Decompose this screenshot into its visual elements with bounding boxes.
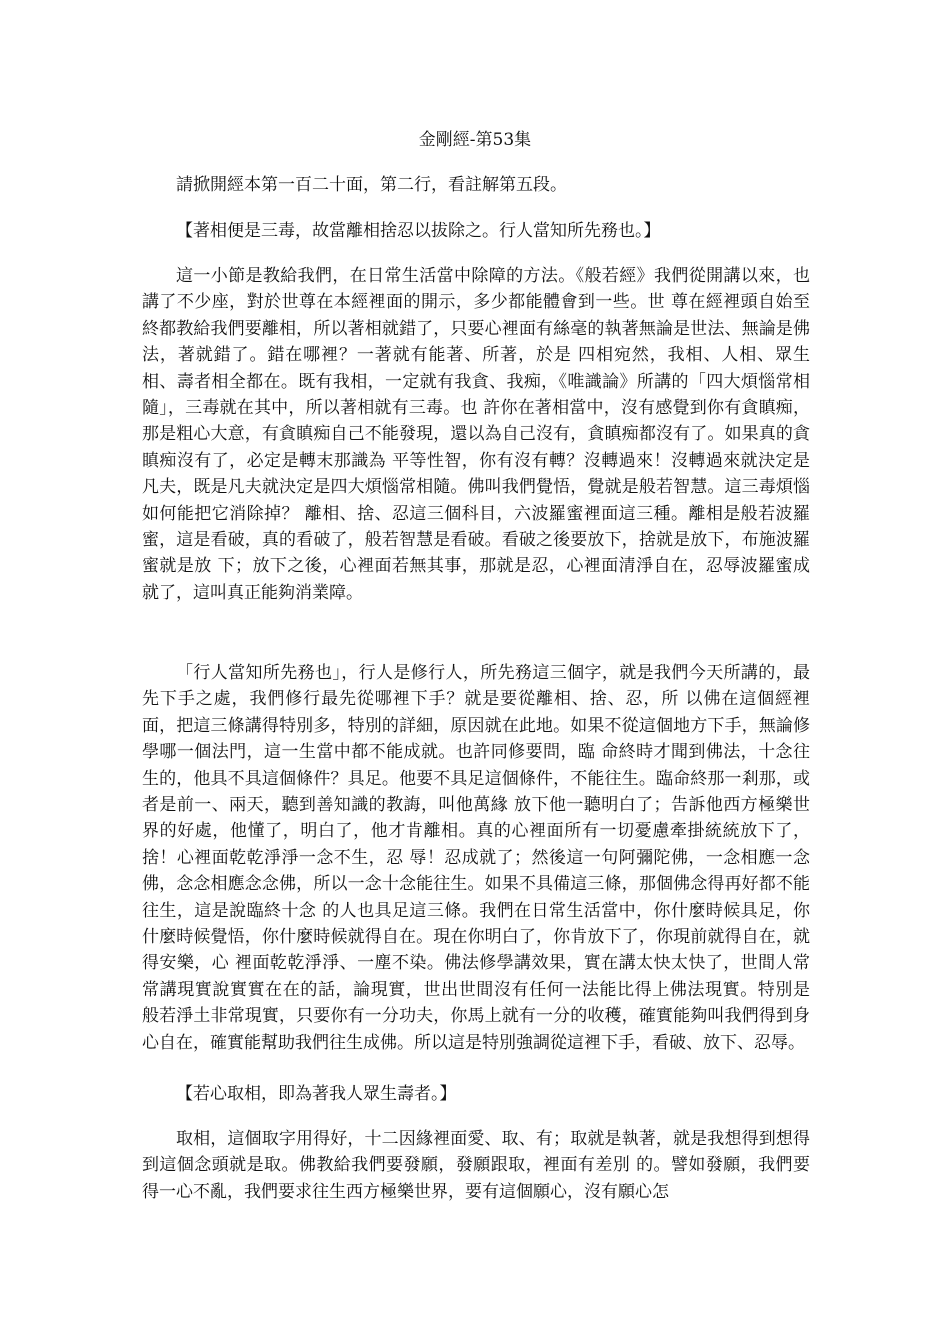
page-title: 金剛經-第53集 [418, 130, 532, 150]
paragraph-instruction: 請掀開經本第一百二十面，第二行，看註解第五段。 [176, 175, 567, 195]
quoted-passage-2: 【若心取相，即為著我人眾生壽者。】 [176, 1084, 457, 1104]
quoted-passage-1: 【著相便是三毒，故當離相捨忍以拔除之。行人當知所先務也。】 [176, 221, 661, 241]
paragraph-commentary-3: 取相，這個取字用得好，十二因緣裡面愛、取、有；取就是執著，就是我想得到想得到這個念頭就是取。佛教給我們要發願，發願跟取，裡面有差別 的。譬如發願，我們要得一心不亂，我們要求往生西方極樂世界，要有這個願心，沒有願心怎 [142, 1129, 810, 1202]
paragraph-commentary-1: 這一小節是教給我們，在日常生活當中除障的方法。《般若經》我們從開講以來，也講了不少座，對於世尊在本經裡面的開示，多少都能體會到一些。世 尊在經裡頭自始至終都教給我們要離相，所以著相就錯了，只要心裡面有絲毫的執著無論是世法、無論是佛法，著就錯了。錯在哪裡？一著就有能著、所著，於是 四相宛然，我相、人相、眾生相、壽者相全都在。既有我相，一定就有我貪、我痴，《唯識論》所講的「四大煩惱常相隨」，三毒就在其中，所以著相就有三毒。也 許你在著相當中，沒有感覺到你有貪瞋痴，那是粗心大意，有貪瞋痴自己不能發現，還以為自己沒有，貪瞋痴都沒有了。如果真的貪瞋痴沒有了，必定是轉末那識為 平等性智，你有沒有轉？沒轉過來！沒轉過來就決定是凡夫，既是凡夫就決定是四大煩惱常相隨。佛叫我們覺悟，覺就是般若智慧。這三毒煩惱如何能把它消除掉？ 離相、捨、忍這三個科目，六波羅蜜裡面這三種。離相是般若波羅蜜，這是看破，真的看破了，般若智慧是看破。看破之後要放下，捨就是放下，布施波羅蜜就是放 下；放下之後，心裡面若無其事，那就是忍，心裡面清淨自在，忍辱波羅蜜成就了，這叫真正能夠消業障。 [142, 266, 810, 603]
paragraph-commentary-2: 「行人當知所先務也」，行人是修行人，所先務這三個字，就是我們今天所講的，最先下手之處，我們修行最先從哪裡下手？就是要從離相、捨、忍，所 以佛在這個經裡面，把這三條講得特別多，特別的詳細，原因就在此地。如果不從這個地方下手，無論修學哪一個法門，這一生當中都不能成就。也許同修要問，臨 命終時才聞到佛法，十念往生的，他具不具這個條件？具足。他要不具足這個條件，不能往生。臨命終那一剎那，或者是前一、兩天，聽到善知識的教誨，叫他萬緣 放下他一聽明白了；告訴他西方極樂世界的好處，他懂了，明白了，他才肯離相。真的心裡面所有一切憂慮牽掛統統放下了，捨！心裡面乾乾淨淨一念不生，忍 辱！忍成就了；然後這一句阿彌陀佛，一念相應一念佛，念念相應念念佛，所以一念十念能往生。如果不具備這三條，那個佛念得再好都不能往生，這是說臨終十念 的人也具足這三條。我們在日常生活當中，你什麼時候具足，你什麼時候覺悟，你什麼時候就得自在。現在你明白了，你肯放下了，你現前就得自在，就得安樂，心 裡面乾乾淨淨、一塵不染。佛法修學講效果，實在講太快太快了，世間人常常講現實說實實在在的話，論現實，世出世間沒有任何一法能比得上佛法現實。特別是 般若淨土非常現實，只要你有一分功夫，你馬上就有一分的收穫，確實能夠叫我們得到身心自在，確實能幫助我們往生成佛。所以這是特別強調從這裡下手，看破、放下、忍辱。 [142, 663, 810, 1053]
